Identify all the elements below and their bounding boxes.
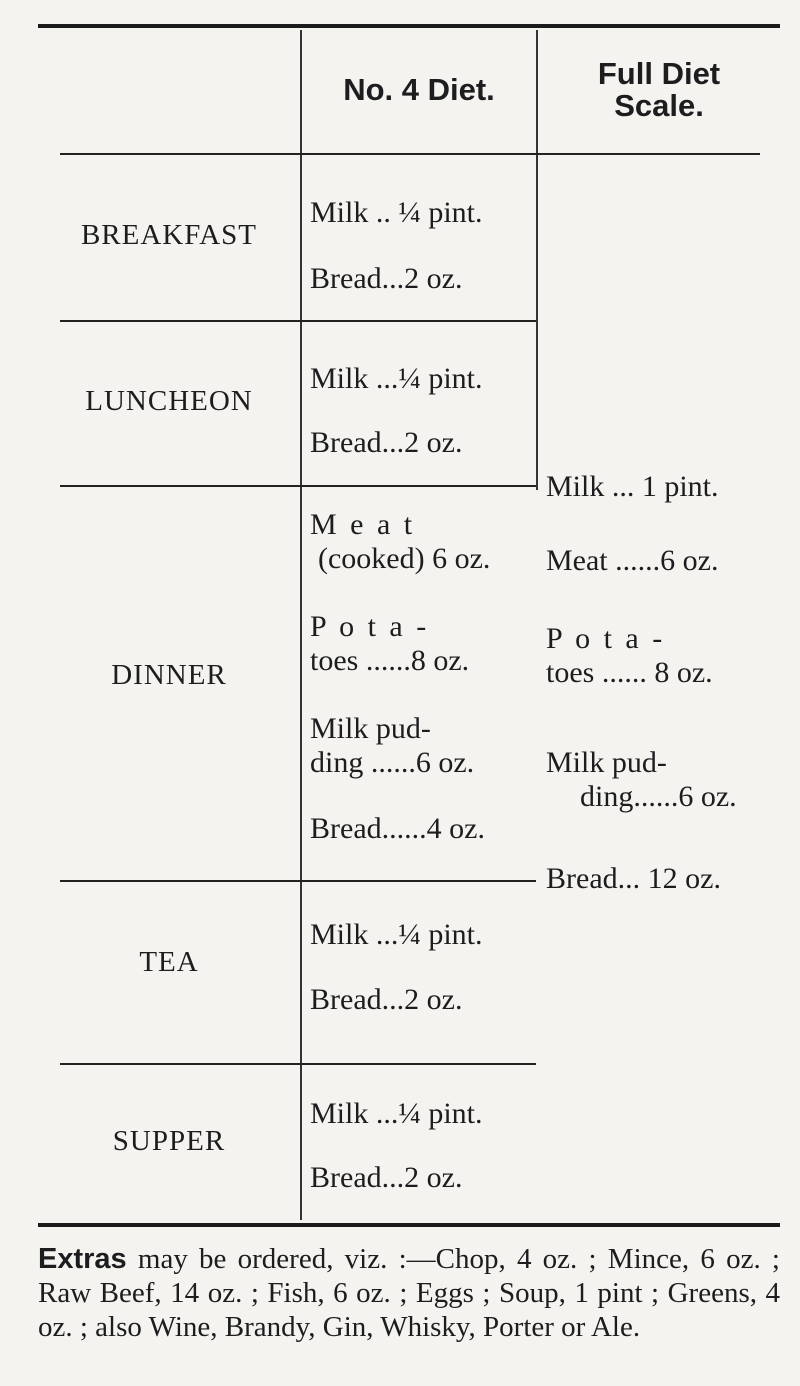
- no4-breakfast-bread: Bread...2 oz.: [310, 262, 463, 295]
- no4-dinner-potatoes: P o t a -: [310, 610, 430, 643]
- no4-supper-bread: Bread...2 oz.: [310, 1161, 463, 1194]
- full-potatoes-qty: toes ...... 8 oz.: [546, 656, 713, 689]
- header-full-diet-line1: Full Diet: [597, 56, 721, 91]
- meal-luncheon: LUNCHEON: [85, 385, 253, 417]
- tea-rule: [60, 1063, 536, 1065]
- no4-dinner-meat-qty: (cooked) 6 oz.: [318, 542, 491, 575]
- full-milk: Milk ... 1 pint.: [546, 470, 719, 503]
- no4-dinner-meat: M e a t: [310, 508, 416, 541]
- no4-luncheon-milk: Milk ...¼ pint.: [310, 362, 483, 395]
- meal-dinner: DINNER: [111, 659, 227, 691]
- meal-tea: TEA: [139, 946, 199, 978]
- full-bread: Bread... 12 oz.: [546, 862, 721, 895]
- no4-breakfast-milk: Milk .. ¼ pint.: [310, 196, 483, 229]
- bottom-rule: [38, 1223, 780, 1227]
- extras-note: [38, 1242, 780, 1344]
- no4-dinner-bread: Bread......4 oz.: [310, 812, 485, 845]
- full-pudding: Milk pud-: [546, 746, 667, 779]
- extras-text: may be ordered, viz. :—Chop, 4 oz. ; Mince, 6 oz. ; Raw Beef, 14 oz. ; Fish, 6 oz. ; Eggs ; Soup, 1 pint ; Greens, 4 oz. ; also Wine, Brandy, Gin, Whisky, Porter or Ale.: [38, 1243, 780, 1343]
- full-potatoes: P o t a -: [546, 622, 666, 655]
- no4-dinner-pudding: Milk pud-: [310, 712, 431, 745]
- no4-dinner-pudding-qty: ding ......6 oz.: [310, 746, 475, 779]
- dinner-rule: [60, 880, 536, 882]
- full-pudding-qty: ding......6 oz.: [580, 780, 737, 813]
- meal-supper: SUPPER: [112, 1125, 226, 1157]
- no4-tea-milk: Milk ...¼ pint.: [310, 918, 483, 951]
- no4-dinner-potatoes-qty: toes ......8 oz.: [310, 644, 470, 677]
- full-meat: Meat ......6 oz.: [546, 544, 719, 577]
- header-full-diet-line2: Scale.: [614, 88, 704, 123]
- no4-tea-bread: Bread...2 oz.: [310, 983, 463, 1016]
- header-rule: [60, 153, 760, 155]
- no4-luncheon-bread: Bread...2 oz.: [310, 426, 463, 459]
- luncheon-rule: [60, 485, 536, 487]
- meal-breakfast: BREAKFAST: [80, 219, 258, 251]
- extras-lead: Extras: [38, 1243, 127, 1275]
- top-rule: [38, 24, 780, 28]
- breakfast-rule: [60, 320, 536, 322]
- no4-supper-milk: Milk ...¼ pint.: [310, 1097, 483, 1130]
- header-no4-diet: No. 4 Diet.: [343, 72, 495, 107]
- column-divider-left: [300, 30, 302, 1220]
